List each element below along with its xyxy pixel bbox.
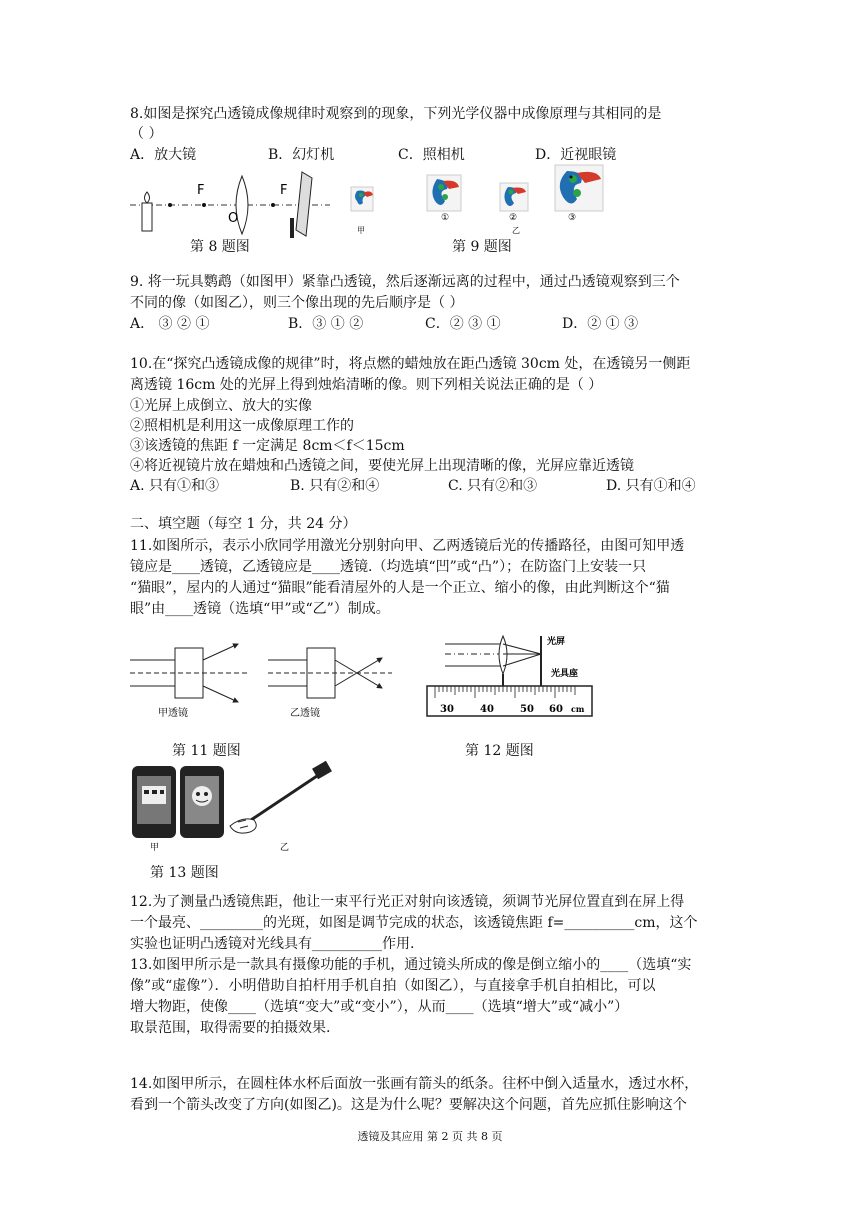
- fig8-label-o: O: [228, 211, 239, 226]
- fig12-tick-50: 50: [520, 704, 534, 715]
- q10-option-b: B. 只有②和④: [290, 478, 380, 494]
- q8-option-d: D．近视眼镜: [535, 147, 617, 163]
- q9-line2: 不同的像（如图乙），则三个像出现的先后顺序是（ ）: [130, 295, 464, 311]
- q9-line1: 9. 将一玩具鹦鹉（如图甲）紧靠凸透镜，然后逐渐远离的过程中，通过凸透镜观察到三个: [130, 274, 680, 290]
- q9-option-b: B．③ ① ②: [288, 316, 364, 332]
- fig13-label-yi: 乙: [280, 843, 290, 853]
- q13-line3: 增大物距，使像____（选填“变大”或“变小”），从而____（选填“增大”或“减小”）: [130, 999, 629, 1015]
- fig9-parrot-images: [345, 165, 615, 240]
- fig12-tick-60: 60: [549, 704, 563, 715]
- q11-line4: 眼”由____透镜（选填“甲”或“乙”）制成。: [130, 601, 390, 617]
- fig12-tick-40: 40: [480, 704, 494, 715]
- q10-item-1: ①光屏上成倒立、放大的实像: [130, 398, 312, 414]
- q10-item-3: ③该透镜的焦距 f 一定满足 8cm＜f＜15cm: [130, 438, 405, 454]
- q13-line2: 像”或“虚像”）．小明借助自拍杆用手机自拍（如图乙），与直接拿手机自拍相比，可以: [130, 978, 656, 994]
- q10-item-2: ②照相机是利用这一成像原理工作的: [130, 418, 354, 434]
- q10-option-d: D. 只有①和④: [606, 478, 696, 494]
- q10-line1: 10.在“探究凸透镜成像的规律”时，将点燃的蜡烛放在距凸透镜 30cm 处，在透镜另一侧距: [130, 356, 691, 372]
- fig9-label-jia: 甲: [357, 226, 365, 235]
- page-footer: 透镜及其应用 第 2 页 共 8 页: [357, 1130, 503, 1143]
- fig12-label-bench: 光具座: [551, 669, 579, 679]
- fig13-caption: 第 13 题图: [150, 865, 219, 881]
- fig12-optical-bench: [425, 632, 595, 718]
- fig11-label-yi: 乙透镜: [290, 708, 320, 719]
- q8-stem: 8.如图是探究凸透镜成像规律时观察到的现象，下列光学仪器中成像原理与其相同的是: [130, 106, 662, 122]
- q14-line1: 14.如图甲所示，在圆柱体水杯后面放一张画有箭头的纸条。往杯中倒入适量水，透过水杯，: [130, 1076, 699, 1092]
- fig12-unit: cm: [571, 704, 585, 714]
- q9-option-d: D．② ① ③: [562, 316, 639, 332]
- fig8-label-f2: F: [280, 183, 288, 198]
- q11-line2: 镜应是____透镜，乙透镜应是____透镜.（均选填“凹”或“凸”）；在防盗门上安装一只: [130, 559, 647, 575]
- fig11-caption: 第 11 题图: [172, 743, 241, 759]
- fig11-label-jia: 甲透镜: [158, 708, 188, 719]
- fig12-caption: 第 12 题图: [465, 743, 534, 759]
- q8-paren: （ ）: [130, 126, 163, 142]
- q8-option-b: B．幻灯机: [268, 147, 335, 163]
- q11-line3: “猫眼”，屋内的人通过“猫眼”能看清屋外的人是一个正立、缩小的像，由此判断这个“猫: [130, 580, 670, 596]
- section2-heading: 二、填空题（每空 1 分，共 24 分）: [130, 516, 357, 532]
- fig11-lens-diagram: [130, 640, 400, 722]
- q9-option-c: C．② ③ ①: [425, 316, 501, 332]
- fig9-num-2: ②: [509, 213, 518, 223]
- q10-option-a: A. 只有①和③: [130, 478, 220, 494]
- q12-line1: 12.为了测量凸透镜焦距，他让一束平行光正对射向该透镜，须调节光屏位置直到在屏上得: [130, 894, 685, 910]
- q10-line2: 离透镜 16cm 处的光屏上得到烛焰清晰的像。则下列相关说法正确的是（ ）: [130, 377, 603, 393]
- fig9-num-3: ③: [568, 213, 577, 223]
- q13-line4: 取景范围，取得需要的拍摄效果.: [130, 1020, 331, 1036]
- fig9-num-1: ①: [441, 213, 450, 223]
- fig12-label-screen: 光屏: [547, 637, 566, 647]
- q13-line1: 13.如图甲所示是一款具有摄像功能的手机，通过镜头所成的像是倒立缩小的____（选填“实: [130, 957, 692, 973]
- fig9-label-yi: 乙: [512, 226, 520, 235]
- fig9-caption: 第 9 题图: [452, 239, 512, 255]
- q10-option-c: C. 只有②和③: [448, 478, 538, 494]
- q11-line1: 11.如图所示，表示小欣同学用激光分别射向甲、乙两透镜后光的传播路径，由图可知甲透: [130, 538, 685, 554]
- q8-option-a: A．放大镜: [130, 147, 197, 163]
- q14-line2: 看到一个箭头改变了方向(如图乙)。这是为什么呢？要解决这个问题，首先应抓住影响这个: [130, 1097, 687, 1113]
- fig13-phones: [130, 762, 350, 854]
- q12-line2: 一个最亮、_________的光斑，如图是调节完成的状态，该透镜焦距 f=__________cm，这个: [130, 915, 698, 931]
- fig13-label-jia: 甲: [150, 843, 160, 853]
- fig8-optics-diagram: [130, 170, 330, 240]
- fig12-tick-30: 30: [440, 704, 454, 715]
- q10-item-4: ④将近视镜片放在蜡烛和凸透镜之间，要使光屏上出现清晰的像，光屏应靠近透镜: [130, 458, 634, 474]
- fig8-label-f1: F: [197, 183, 205, 198]
- q9-option-a: A． ③ ② ①: [130, 316, 210, 332]
- q12-line3: 实验也证明凸透镜对光线具有__________作用.: [130, 936, 415, 952]
- q8-option-c: C．照相机: [398, 147, 465, 163]
- fig8-caption: 第 8 题图: [190, 239, 250, 255]
